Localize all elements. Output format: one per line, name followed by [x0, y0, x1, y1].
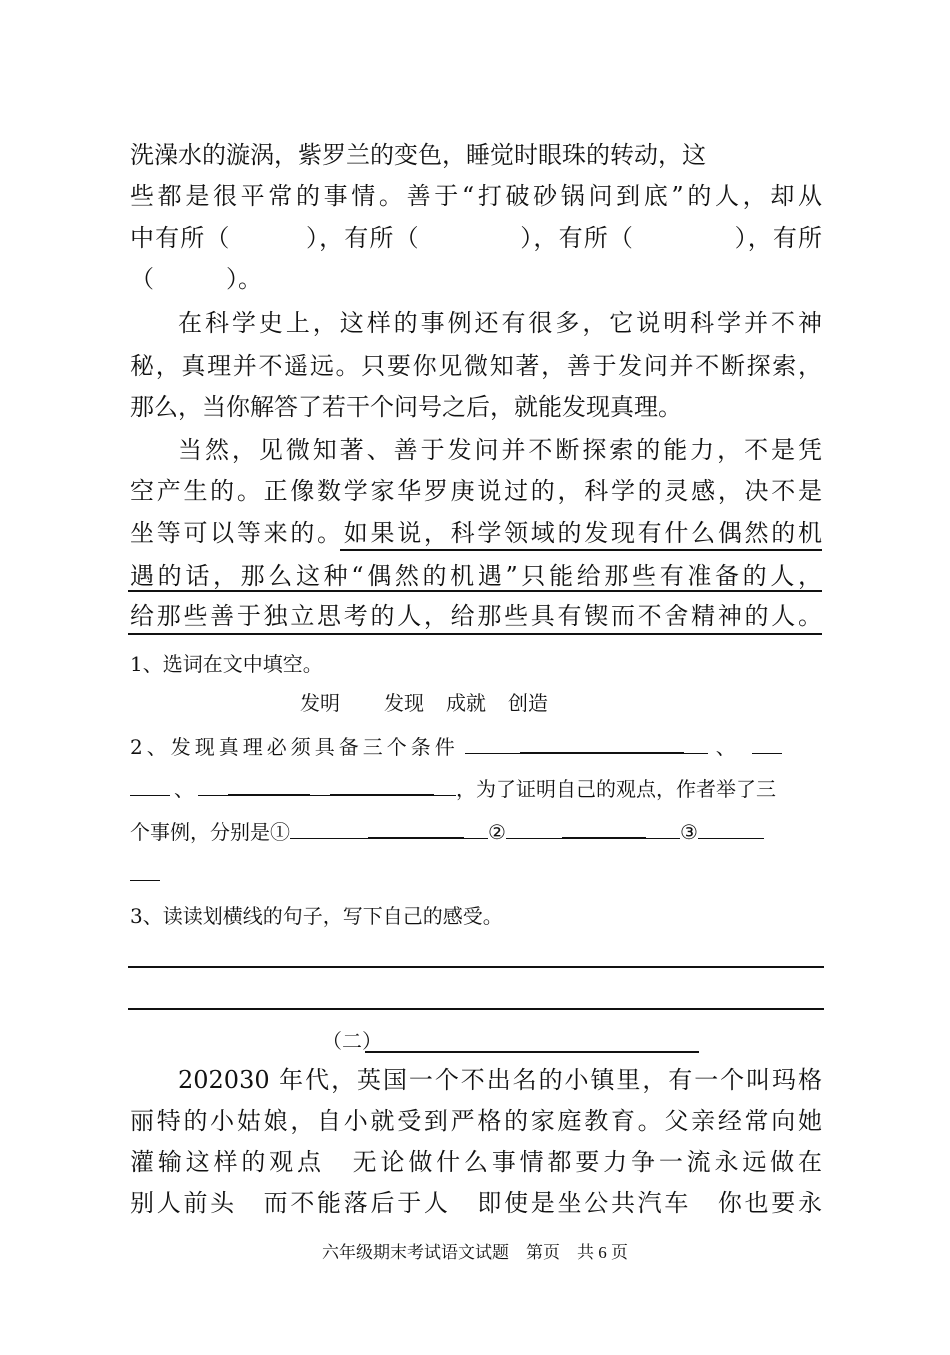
question-1: 1、选词在文中填空。: [130, 652, 323, 676]
question-2-text: ，为了证明自己的观点，作者举了三: [456, 777, 776, 801]
answer-blank[interactable]: [520, 732, 684, 754]
section-2-line2: 丽特的小姑娘，自小就受到严格的家庭教育。父亲经常向她: [130, 1107, 822, 1135]
question-2-line1: [130, 730, 822, 764]
answer-blank[interactable]: [465, 733, 520, 754]
sentence-underline-2: [128, 590, 822, 592]
passage1-p3-line2: 空产生的。正像数学家华罗庚说过的，科学的灵感，决不是: [130, 477, 822, 505]
passage1-p3-line1: 当然，见微知著、善于发问并不断探索的能力，不是凭: [178, 436, 822, 464]
passage1-p3-line5: 给那些善于独立思考的人，给那些具有锲而不舍精神的人。: [130, 602, 822, 630]
sentence-underline-3: [128, 633, 822, 635]
answer-blank[interactable]: [228, 774, 310, 796]
title-blank[interactable]: [365, 1051, 699, 1053]
section-2-line1: 202030 年代，英国一个不出名的小镇里，有一个叫玛格: [178, 1066, 822, 1094]
question-3: 3、读读划横线的句子，写下自己的感受。: [130, 904, 503, 928]
answer-blank[interactable]: [434, 775, 456, 796]
answer-blank[interactable]: [330, 774, 434, 796]
answer-blank[interactable]: [646, 818, 680, 839]
answer-blank[interactable]: [310, 775, 330, 796]
section-2-heading: （二）: [322, 1029, 382, 1053]
word-option: 发明: [300, 691, 340, 715]
marker: ③: [679, 820, 698, 844]
answer-blank[interactable]: [368, 817, 464, 839]
question-2-text: 2、发现真理必须具备三个条件: [130, 735, 459, 759]
marker: ②: [488, 820, 506, 844]
passage1-p3-line3: 坐等可以等来的。如果说，科学领域的发现有什么偶然的机: [130, 519, 822, 547]
section-2-line3: 灌输这样的观点 无论做什么事情都要力争一流永远做在: [130, 1148, 822, 1176]
answer-line[interactable]: [128, 966, 824, 968]
answer-blank[interactable]: [464, 818, 488, 839]
page-footer: 六年级期末考试语文试题 第页 共 6 页: [322, 1243, 628, 1262]
separator: 、: [715, 735, 740, 759]
passage1-p2-line2: 秘，真理并不遥远。只要你见微知著，善于发问并不断探索，: [130, 352, 822, 380]
sentence-underline-1: [340, 549, 822, 551]
answer-blank[interactable]: [506, 818, 562, 839]
passage1-p1-line1: 洗澡水的漩涡，紫罗兰的变色，睡觉时眼珠的转动，这: [130, 141, 706, 169]
question-2-line3: [130, 815, 822, 849]
answer-line[interactable]: [128, 1008, 824, 1010]
answer-blank[interactable]: [562, 817, 646, 839]
answer-blank[interactable]: [684, 733, 708, 754]
word-option: 发现: [384, 691, 424, 715]
passage1-p2-line1: 在科学史上，这样的事例还有很多，它说明科学并不神: [178, 309, 822, 337]
answer-blank[interactable]: [752, 733, 782, 754]
separator: 、: [174, 777, 194, 801]
passage1-p1-line3: 中有所（ ），有所（ ），有所（ ），有所: [130, 224, 822, 252]
word-option: 成就: [446, 691, 486, 715]
question-2-line2: [130, 772, 822, 806]
passage1-p1-line2: 些都是很平常的事情。善于“打破砂锅问到底”的人，却从: [130, 182, 822, 210]
marker: ①: [270, 820, 290, 844]
answer-blank[interactable]: [130, 775, 170, 796]
passage1-p2-line3: 那么，当你解答了若干个问号之后，就能发现真理。: [130, 393, 682, 421]
answer-blank[interactable]: [698, 818, 764, 839]
answer-blank[interactable]: [130, 880, 160, 881]
section-2-line4: 别人前头 而不能落后于人 即使是坐公共汽车 你也要永: [130, 1189, 822, 1217]
answer-blank[interactable]: [198, 775, 228, 796]
word-option: 创造: [508, 691, 548, 715]
passage1-p3-line4: 遇的话，那么这种“偶然的机遇”只能给那些有准备的人，: [130, 562, 822, 590]
answer-blank[interactable]: [290, 818, 368, 839]
q1-word-options: [300, 686, 600, 720]
passage1-p1-line4: （ ）。: [130, 265, 262, 293]
question-2-text: 个事例，分别是: [130, 820, 270, 844]
